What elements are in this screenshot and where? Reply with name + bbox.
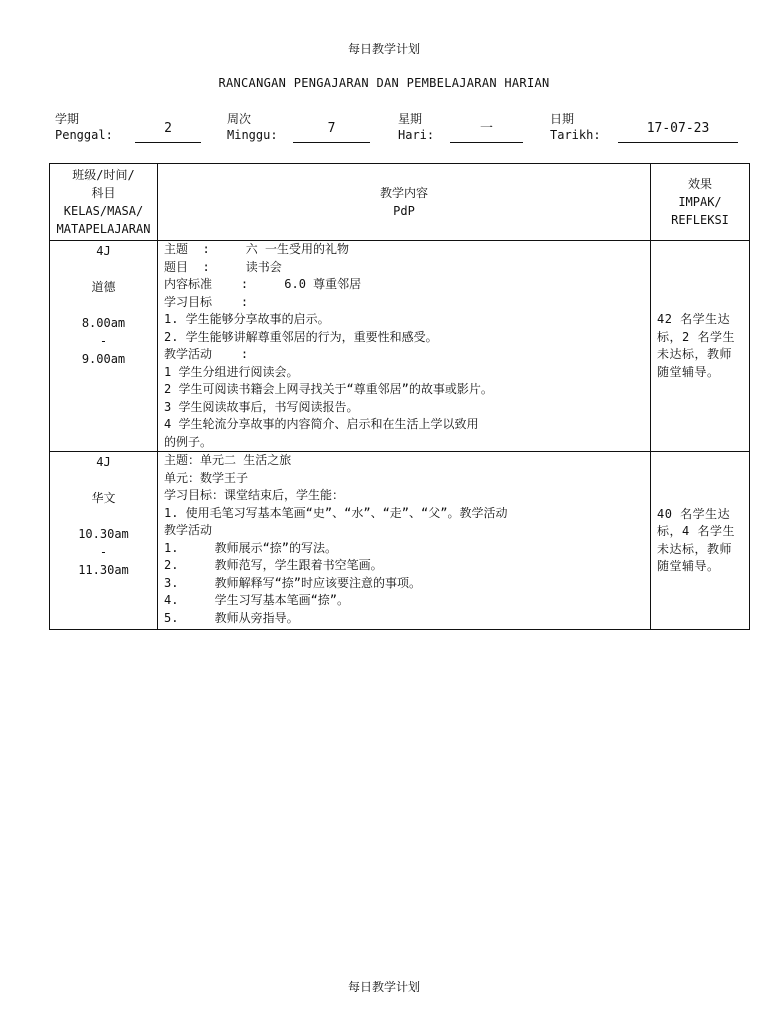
header-impact: 效果 IMPAK/ REFLEKSI — [651, 164, 750, 241]
table-row — [50, 241, 750, 452]
day-value: 一 — [450, 120, 523, 143]
header-class-time-subject: 班级/时间/ 科目 KELAS/MASA/ MATAPELAJARAN — [50, 164, 158, 241]
row2-class-cell: 4J 华文 10.30am - 11.30am — [50, 452, 158, 630]
week-value: 7 — [293, 120, 370, 143]
day-label: 星期 Hari: — [398, 112, 435, 142]
row2-impact-cell: 40 名学生达标，4 名学生未达标，教师随堂辅导。 — [651, 452, 750, 630]
term-value: 2 — [135, 120, 201, 143]
row1-class-cell: 4J 道德 8.00am - 9.00am — [50, 241, 158, 452]
row2-content-cell: 主题：单元二 生活之旅 单元：数学王子 学习目标：课堂结束后，学生能： 1. 使用毛笔习写基本笔画“史”、“水”、“走”、“父”。教学活动 教学活动 1. 教师展示“捺”的写法。 2. 教师范写，学生跟着书空笔画。 3. 教师解释写“捺”时应该要注意的事项。 4. 学生习写基本笔画“捺”。 5. 教师从旁指导。 — [158, 452, 651, 630]
table-header-row — [50, 164, 750, 241]
term-label: 学期 Penggal: — [55, 112, 113, 142]
date-value: 17-07-23 — [618, 120, 738, 143]
row1-content-cell: 主题 : 六 一生受用的礼物 题目 : 读书会 内容标准 : 6.0 尊重邻居 学习目标 : 1. 学生能够分享故事的启示。 2. 学生能够讲解尊重邻居的行为，重要性和感受。 教学活动 : 1 学生分组进行阅读会。 2 学生可阅读书籍会上网寻找关于“尊重邻居”的故事或影片。 3 学生阅读故事后，书写阅读报告。 4 学生轮流分享故事的内容简介、启示和在生活上学以致用 的例子。 — [158, 241, 651, 452]
week-label: 周次 Minggu: — [227, 112, 278, 142]
document-title: RANCANGAN PENGAJARAN DAN PEMBELAJARAN HARIAN — [218, 76, 550, 90]
page-header: 每日教学计划 — [347, 42, 420, 56]
date-label: 日期 Tarikh: — [550, 112, 601, 142]
lesson-plan-table — [49, 163, 750, 630]
row1-impact-cell: 42 名学生达标，2 名学生未达标，教师随堂辅导。 — [651, 241, 750, 452]
table-row — [50, 452, 750, 630]
header-content: 教学内容 PdP — [158, 164, 651, 241]
page-footer: 每日教学计划 — [347, 980, 420, 994]
